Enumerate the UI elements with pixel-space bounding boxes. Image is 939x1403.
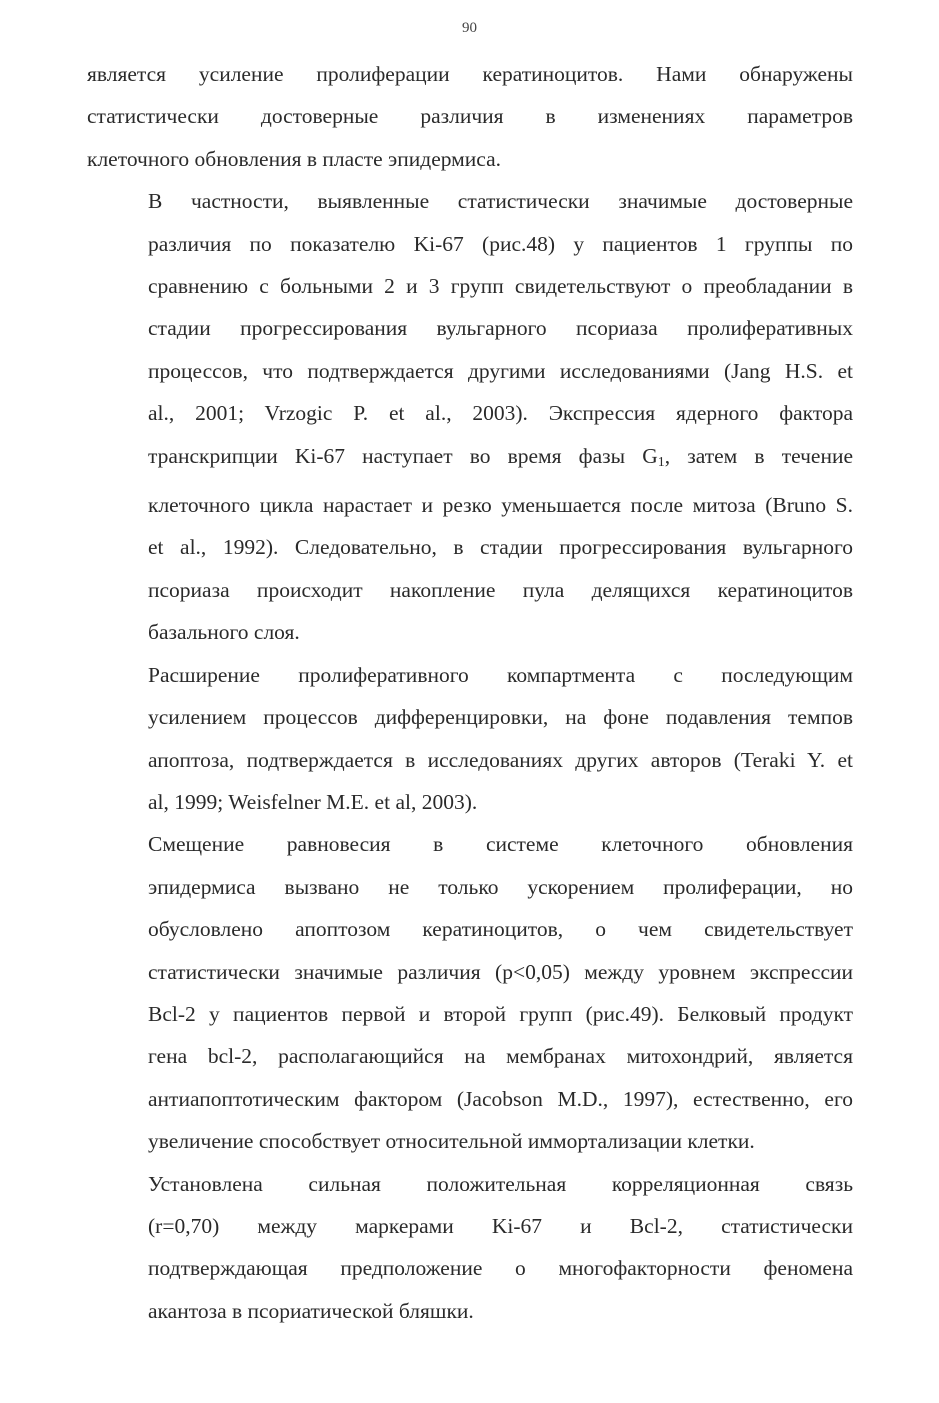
text-line: обусловлено апоптозом кератиноцитов, о чем свидетельствует — [148, 917, 853, 942]
text-line: различия по показателю Ki-67 (рис.48) у пациентов 1 группы по — [148, 231, 853, 256]
text-line: усилением процессов дифференцировки, на фоне подавления темпов — [148, 705, 853, 730]
text-line: антиапоптотическим фактором (Jacobson M.D., 1997), естественно, его — [148, 1086, 853, 1111]
page-number: 90 — [462, 20, 477, 36]
text-line: сравнению с больными 2 и 3 групп свидетельствуют о преобладании в — [148, 274, 853, 299]
text-line-tail: , затем в течение — [664, 443, 854, 468]
text-line: (r=0,70) между маркерами Ki-67 и Bcl-2, статистически — [148, 1213, 853, 1238]
text-line: al., 2001; Vrzogic P. et al., 2003). Экспрессия ядерного фактора — [148, 401, 853, 426]
text-line: Расширение пролиферативного компартмента с последующим — [148, 662, 853, 687]
text-line: клеточного цикла нарастает и резко уменьшается после митоза (Bruno S. — [148, 493, 853, 518]
paragraph-2 — [87, 180, 853, 653]
body-text — [87, 53, 853, 1332]
text-line: et al., 1992). Следовательно, в стадии прогрессирования вульгарного — [148, 535, 853, 560]
text-line-head: транскрипции Ki-67 наступает во время фазы G — [148, 443, 658, 468]
text-line: увеличение способствует относительной иммортализации клетки. — [148, 1129, 755, 1154]
text-line: процессов, что подтверждается другими исследованиями (Jang H.S. et — [148, 358, 853, 383]
text-line: апоптоза, подтверждается в исследованиях других авторов (Teraki Y. et — [148, 747, 853, 772]
text-line: al, 1999; Weisfelner M.E. et al, 2003). — [148, 789, 478, 814]
paragraph-3 — [87, 654, 853, 824]
text-line: статистически значимые различия (p<0,05) между уровнем экспрессии — [148, 959, 853, 984]
text-line: акантоза в псориатической бляшки. — [148, 1298, 474, 1323]
text-line: клеточного обновления в пласте эпидермиса. — [87, 146, 502, 171]
text-line: гена bcl-2, располагающийся на мембранах митохондрий, является — [148, 1044, 853, 1069]
text-line: Смещение равновесия в системе клеточного обновления — [148, 832, 853, 857]
text-line: эпидермиса вызвано не только ускорением пролиферации, но — [148, 874, 853, 899]
text-line: подтверждающая предположение о многофакторности феномена — [148, 1256, 853, 1281]
phase-subscript: 1 — [657, 454, 665, 470]
text-line: Bcl-2 у пациентов первой и второй групп (рис.49). Белковый продукт — [148, 1001, 853, 1026]
text-line-with-subscript — [87, 435, 853, 484]
paragraph-4 — [87, 823, 853, 1162]
text-line: базального слоя. — [148, 620, 300, 645]
paragraph-5 — [87, 1163, 853, 1333]
text-line: В частности, выявленные статистически значимые достоверные — [148, 189, 853, 214]
text-line: псориаза происходит накопление пула делящихся кератиноцитов — [148, 577, 853, 602]
paragraph-1 — [87, 53, 853, 180]
text-line: стадии прогрессирования вульгарного псориаза пролиферативных — [148, 316, 853, 341]
text-line: является усиление пролиферации кератиноцитов. Нами обнаружены — [87, 62, 853, 86]
text-line: статистически достоверные различия в изменениях параметров — [87, 104, 853, 129]
text-line: Установлена сильная положительная корреляционная связь — [148, 1171, 853, 1196]
